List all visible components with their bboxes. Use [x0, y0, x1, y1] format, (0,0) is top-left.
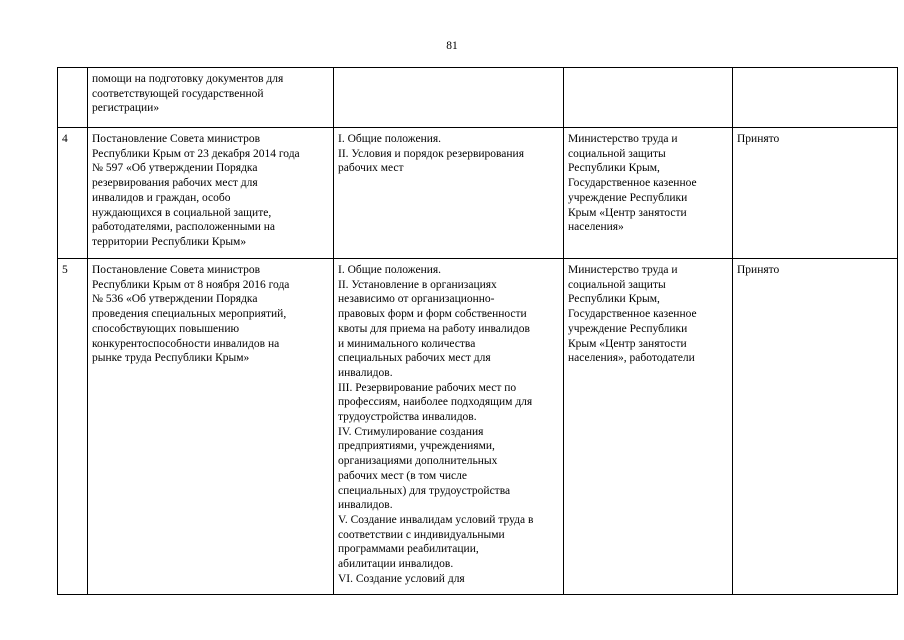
cell-text-line: Республики Крым,: [568, 162, 660, 175]
cell-text-line: рынке труда Республики Крым»: [92, 352, 250, 365]
cell-text-line: независимо от организационно-: [338, 293, 495, 306]
responsible-cell: [564, 68, 733, 128]
cell-text-line: Постановление Совета министров: [92, 264, 261, 276]
cell-text-line: способствующих повышению: [92, 322, 240, 335]
cell-text-line: квоты для приема на работу инвалидов: [338, 322, 530, 335]
cell-text-line: Министерство труда и: [568, 133, 678, 145]
responsible-cell: [564, 259, 733, 595]
cell-text-line: IV. Стимулирование создания: [338, 425, 484, 438]
row-number-cell: 4: [58, 128, 88, 259]
document-name-cell: [88, 68, 334, 128]
document-name-cell: [88, 128, 334, 259]
cell-text-line: работодателями, расположенными на: [92, 221, 276, 234]
cell-text-line: населения», работодатели: [568, 352, 695, 365]
cell-text-line: социальной защиты: [568, 147, 666, 160]
cell-text-line: соответствующей государственной: [92, 87, 264, 100]
cell-text-line: регистрации»: [92, 102, 160, 115]
cell-text-line: V. Создание инвалидам условий труда в: [338, 513, 534, 526]
cell-text-line: конкурентоспособности инвалидов на: [92, 337, 280, 350]
cell-text-line: помощи на подготовку документов для: [92, 73, 284, 85]
cell-text-line: Крым «Центр занятости: [568, 206, 687, 219]
cell-text-line: специальных рабочих мест для: [338, 352, 491, 365]
cell-text-line: социальной защиты: [568, 278, 666, 291]
cell-text-line: трудоустройства инвалидов.: [338, 411, 477, 424]
cell-text-line: Постановление Совета министров: [92, 133, 261, 145]
cell-text-line: II. Установление в организациях: [338, 278, 497, 291]
cell-text-line: населения»: [568, 221, 624, 234]
page-number: 81: [446, 40, 458, 52]
cell-text-line: абилитации инвалидов.: [338, 558, 454, 571]
document-name-cell: [88, 259, 334, 595]
cell-text-line: Государственное казенное: [568, 177, 697, 190]
cell-text-line: правовых форм и форм собственности: [338, 308, 527, 321]
status-cell: Принято: [733, 259, 898, 595]
cell-text-line: соответствии с индивидуальными: [338, 528, 505, 541]
row-number-cell: [58, 68, 88, 128]
table-row: [58, 68, 898, 128]
cell-text-line: территории Республики Крым»: [92, 235, 247, 248]
cell-text-line: проведения специальных мероприятий,: [92, 308, 287, 321]
cell-text-line: учреждение Республики: [568, 322, 688, 335]
table-row: [58, 128, 898, 259]
table-row: [58, 259, 898, 595]
status-cell: Принято: [733, 128, 898, 259]
cell-text-line: рабочих мест: [338, 162, 404, 175]
measures-table: [57, 67, 898, 595]
cell-text-line: № 536 «Об утверждении Порядка: [92, 293, 258, 306]
cell-text-line: Республики Крым от 8 ноября 2016 года: [92, 278, 290, 291]
cell-text-line: Министерство труда и: [568, 264, 678, 276]
cell-text-line: I. Общие положения.: [338, 133, 442, 145]
cell-text-line: Государственное казенное: [568, 308, 697, 321]
cell-text-line: программами реабилитации,: [338, 543, 479, 556]
cell-text-line: Республики Крым,: [568, 293, 660, 306]
cell-text-line: III. Резервирование рабочих мест по: [338, 381, 517, 394]
cell-text-line: инвалидов и граждан, особо: [92, 191, 231, 204]
sections-cell: [334, 128, 564, 259]
cell-text-line: VI. Создание условий для: [338, 572, 465, 585]
sections-cell: [334, 259, 564, 595]
cell-text-line: II. Условия и порядок резервирования: [338, 147, 525, 160]
cell-text-line: инвалидов.: [338, 366, 393, 379]
cell-text-line: инвалидов.: [338, 499, 393, 512]
cell-text-line: и минимального количества: [338, 337, 476, 350]
cell-text-line: нуждающихся в социальной защите,: [92, 206, 272, 219]
cell-text-line: Крым «Центр занятости: [568, 337, 687, 350]
row-number-cell: 5: [58, 259, 88, 595]
cell-text-line: организациями дополнительных: [338, 455, 498, 468]
cell-text-line: I. Общие положения.: [338, 264, 442, 276]
cell-text-line: учреждение Республики: [568, 191, 688, 204]
cell-text-line: специальных) для трудоустройства: [338, 484, 511, 497]
cell-text-line: профессиям, наиболее подходящим для: [338, 396, 533, 409]
cell-text-line: предприятиями, учреждениями,: [338, 440, 495, 453]
cell-text-line: Республики Крым от 23 декабря 2014 года: [92, 147, 300, 160]
cell-text-line: № 597 «Об утверждении Порядка: [92, 162, 258, 175]
cell-text-line: резервирования рабочих мест для: [92, 177, 258, 190]
status-cell: [733, 68, 898, 128]
sections-cell: [334, 68, 564, 128]
responsible-cell: [564, 128, 733, 259]
cell-text-line: рабочих мест (в том числе: [338, 469, 467, 482]
